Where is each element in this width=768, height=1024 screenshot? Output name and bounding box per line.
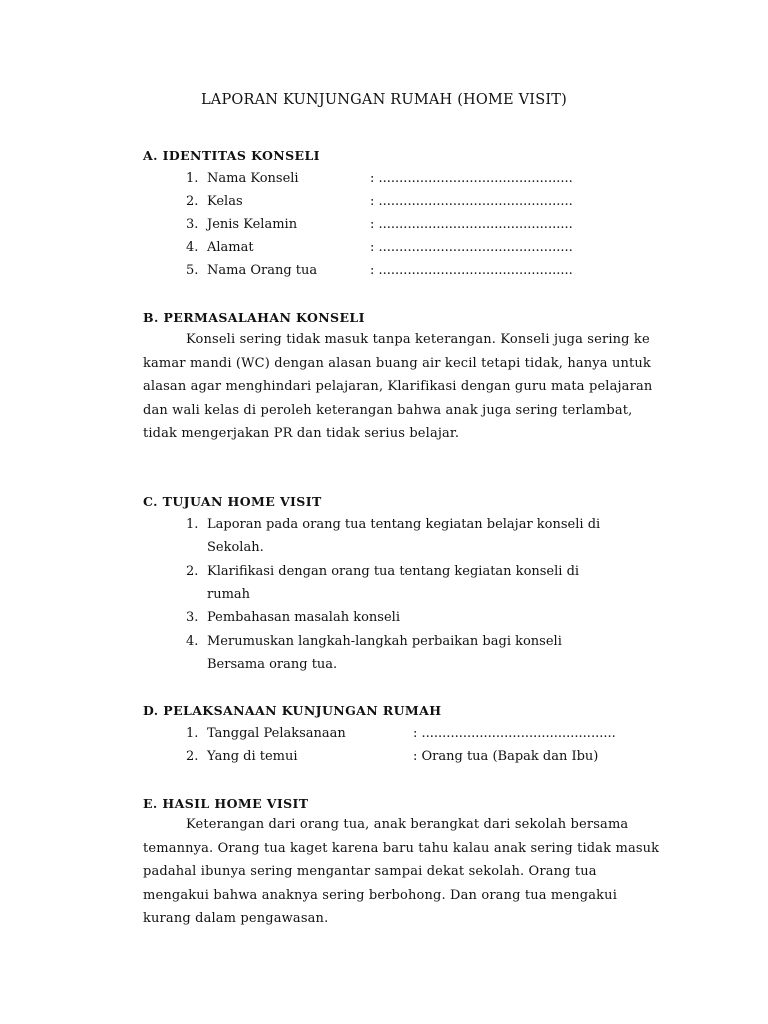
item-number: 3.: [186, 610, 199, 625]
item-text: Merumuskan langkah-langkah perbaikan bagi konseli: [207, 634, 562, 649]
section-c-heading: C. TUJUAN HOME VISIT: [143, 494, 322, 509]
item-number: 1.: [186, 517, 199, 532]
goal-item-continuation: Sekolah.: [207, 540, 264, 555]
item-number: 4.: [186, 634, 199, 649]
item-text: Pembahasan masalah konseli: [207, 610, 400, 625]
section-e-paragraph: Keterangan dari orang tua, anak berangkat dari sekolah bersama temannya. Orang tua kaget karena baru tahu kalau anak sering tidak masuk padahal ibunya sering mengantar sampai dekat sekolah. Orang tua mengakui bahwa anaknya sering berbohong. Dan orang tua mengakui kurang dalam pengawasan.: [143, 817, 660, 926]
item-number: 2.: [186, 194, 199, 209]
section-a-heading: A. IDENTITAS KONSELI: [143, 148, 320, 163]
item-label: Tanggal Pelaksanaan: [207, 726, 346, 741]
item-number: 3.: [186, 217, 199, 232]
item-text: Klarifikasi dengan orang tua tentang kegiatan konseli di: [207, 564, 580, 579]
item-label: Alamat: [207, 240, 254, 255]
item-value: : ...............................................: [370, 194, 573, 209]
section-b-paragraph: Konseli sering tidak masuk tanpa keterangan. Konseli juga sering ke kamar mandi (WC) dengan alasan buang air kecil tetapi tidak, hanya untuk alasan agar menghindari pelajaran, Klarifikasi dengan guru mata pelajaran dan wali kelas di peroleh keterangan bahwa anak juga sering terlambat, tidak mengerjakan PR dan tidak serius belajar.: [143, 332, 653, 441]
item-text: Laporan pada orang tua tentang kegiatan belajar konseli di: [207, 517, 601, 532]
item-label: Jenis Kelamin: [207, 217, 298, 232]
item-value: : ...............................................: [370, 240, 573, 255]
section-b-heading: B. PERMASALAHAN KONSELI: [143, 310, 365, 325]
item-value: : Orang tua (Bapak dan Ibu): [413, 749, 599, 764]
item-number: 2.: [186, 749, 199, 764]
section-e-heading: E. HASIL HOME VISIT: [143, 796, 309, 811]
section-d-heading: D. PELAKSANAAN KUNJUNGAN RUMAH: [143, 703, 442, 718]
item-label: Yang di temui: [207, 749, 298, 764]
goal-item-continuation: rumah: [207, 587, 251, 602]
item-value: : ...............................................: [370, 263, 573, 278]
item-number: 1.: [186, 726, 199, 741]
item-number: 2.: [186, 564, 199, 579]
goal-item-continuation: Bersama orang tua.: [207, 657, 338, 672]
item-value: : ...............................................: [370, 217, 573, 232]
document-title: LAPORAN KUNJUNGAN RUMAH (HOME VISIT): [200, 92, 568, 108]
item-number: 1.: [186, 171, 199, 186]
item-value: : ...............................................: [413, 726, 616, 741]
item-label: Nama Konseli: [207, 171, 299, 186]
item-label: Nama Orang tua: [207, 263, 318, 278]
item-number: 4.: [186, 240, 199, 255]
item-number: 5.: [186, 263, 199, 278]
item-value: : ...............................................: [370, 171, 573, 186]
item-label: Kelas: [207, 194, 243, 209]
